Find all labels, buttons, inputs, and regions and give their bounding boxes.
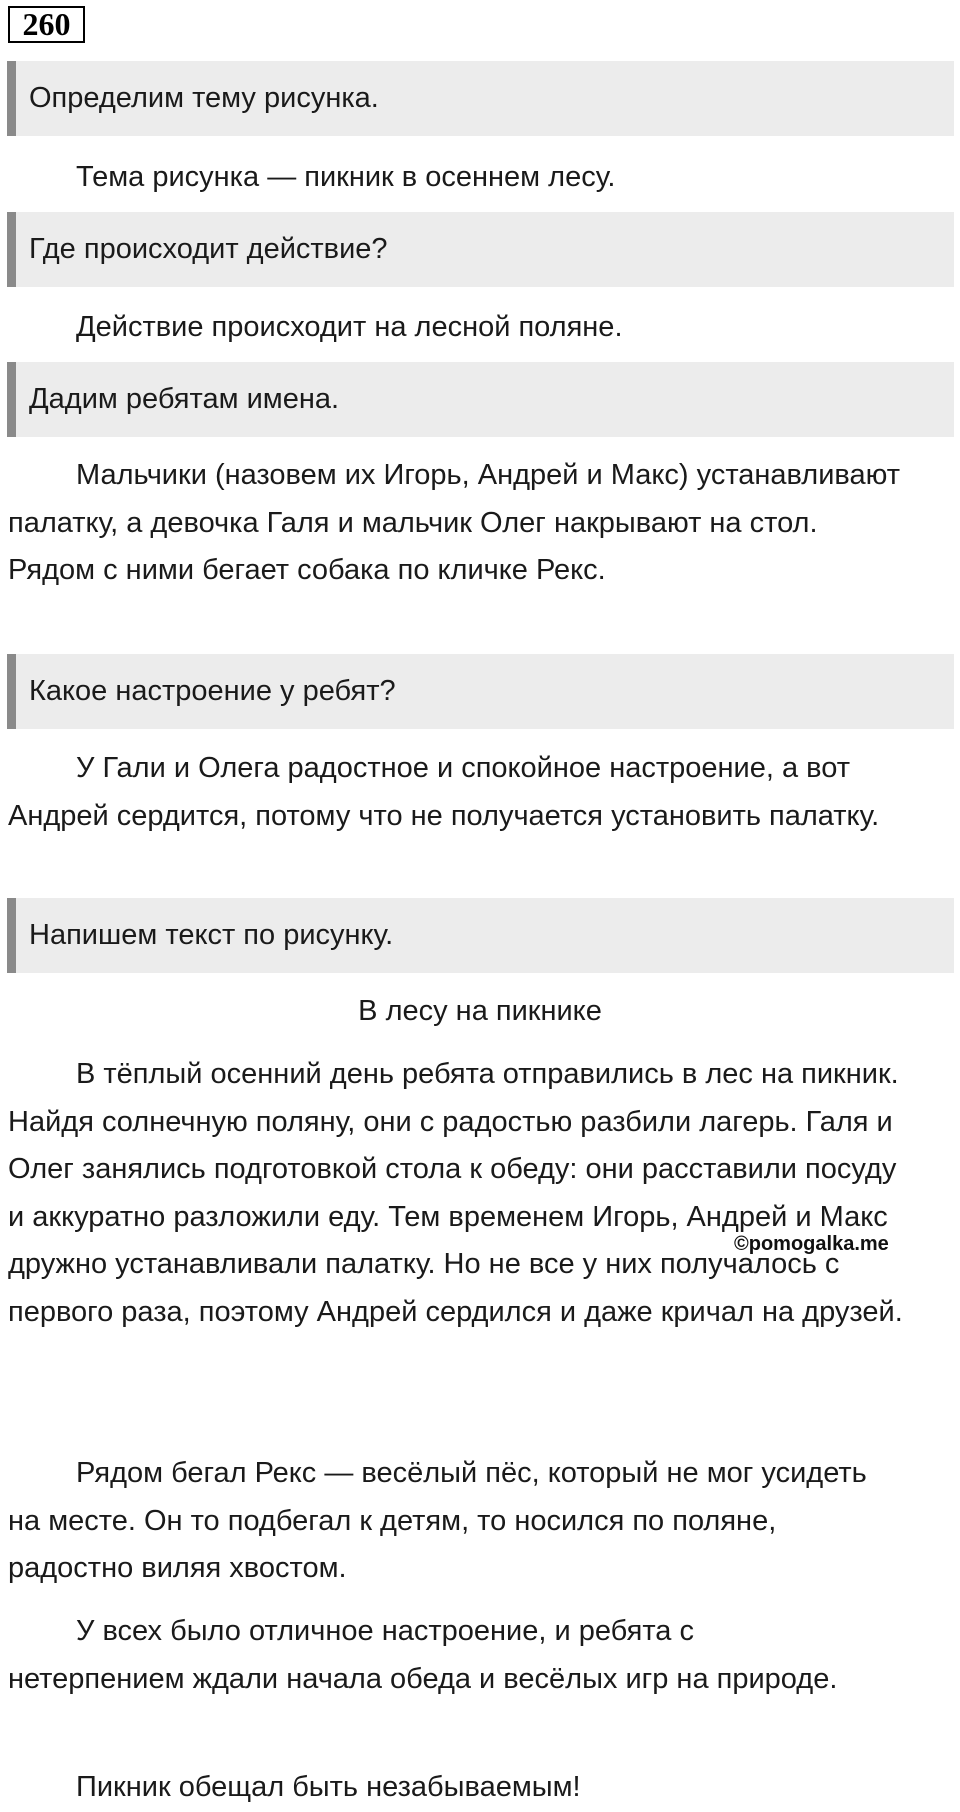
question-2-bar: Где происходит действие?	[7, 212, 954, 287]
task-number-badge: 260	[8, 6, 85, 43]
story-paragraph-1: В тёплый осенний день ребята отправились в лес на пикник. Найдя солнечную поляну, они с радостью разбили лагерь. Галя и Олег занялись подготовкой стола к обеду: они расставили посуду и аккуратно разложили еду. Тем временем Игорь, Андрей и Макс дружно устанавливали палатку. Но не все у них получалось с первого раза, поэтому Андрей сердился и даже кричал на друзей.	[8, 1058, 903, 1328]
question-1-bar: Определим тему рисунка.	[7, 61, 954, 136]
answer-1: Тема рисунка — пикник в осеннем лесу.	[76, 161, 616, 193]
question-5-bar: Напишем текст по рисунку.	[7, 898, 954, 973]
question-3-bar: Дадим ребятам имена.	[7, 362, 954, 437]
answer-3: Мальчики (назовем их Игорь, Андрей и Макс) устанавливают палатку, а девочка Галя и мальчик Олег накрывают на стол. Рядом с ними бегает собака по кличке Рекс.	[8, 459, 901, 586]
answer-2: Действие происходит на лесной поляне.	[76, 311, 623, 343]
story-paragraph-4: Пикник обещал быть незабываемым!	[76, 1771, 581, 1803]
answer-4: У Гали и Олега радостное и спокойное настроение, а вот Андрей сердится, потому что не получается установить палатку.	[8, 752, 880, 832]
watermark: ©pomogalka.me	[734, 1233, 889, 1255]
story-paragraph-3: У всех было отличное настроение, и ребята с нетерпением ждали начала обеда и весёлых игр на природе.	[8, 1615, 838, 1695]
question-4-bar: Какое настроение у ребят?	[7, 654, 954, 729]
story-title: В лесу на пикнике	[358, 995, 602, 1027]
story-paragraph-2: Рядом бегал Рекс — весёлый пёс, который не мог усидеть на месте. Он то подбегал к детям, то носился по поляне, радостно виляя хвостом.	[8, 1457, 867, 1584]
